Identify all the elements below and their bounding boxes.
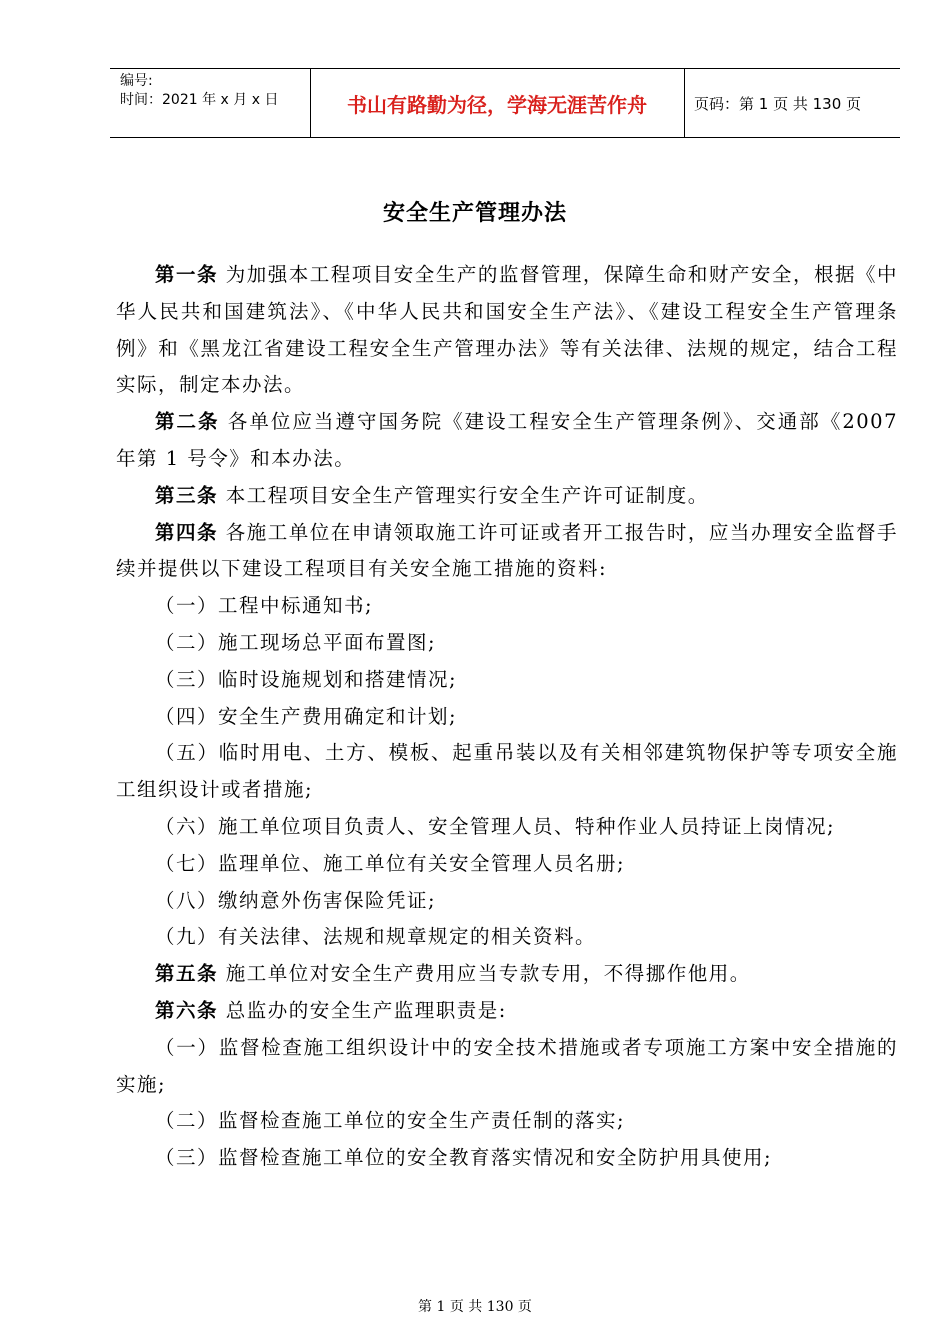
paragraph bbox=[116, 588, 898, 625]
paragraph bbox=[116, 404, 898, 478]
paragraph-text: （三）临时设施规划和搭建情况; bbox=[155, 667, 458, 691]
article-number: 第六条 bbox=[155, 998, 219, 1022]
paragraph bbox=[116, 735, 898, 809]
time-label: 时间：2021 年 x 月 x 日 bbox=[120, 92, 279, 108]
paragraph bbox=[116, 919, 898, 956]
paragraph-text: 为加强本工程项目安全生产的监督管理，保障生命和财产安全，根据《中华人民共和国建筑法》、《中华人民共和国安全生产法》、《建设工程安全生产管理条例》和《黑龙江省建设工程安全生产管理办法》等有关法律、法规的规定，结合工程实际，制定本办法。 bbox=[116, 263, 898, 397]
paragraph bbox=[116, 515, 898, 589]
paragraph-text: （七）监理单位、施工单位有关安全管理人员名册; bbox=[155, 851, 626, 875]
paragraph-text: （九）有关法律、法规和规章规定的相关资料。 bbox=[155, 925, 597, 949]
paragraph bbox=[116, 956, 898, 993]
paragraph bbox=[116, 625, 898, 662]
paragraph-text: （八）缴纳意外伤害保险凭证; bbox=[155, 888, 437, 912]
paragraph-text: （一）工程中标通知书; bbox=[155, 594, 374, 618]
paragraph bbox=[116, 1103, 898, 1140]
paragraph-text: （二）施工现场总平面布置图; bbox=[155, 630, 437, 654]
article-number: 第三条 bbox=[155, 483, 219, 507]
paragraph-text: 施工单位对安全生产费用应当专款专用，不得挪作他用。 bbox=[218, 962, 751, 986]
paragraph bbox=[116, 883, 898, 920]
paragraph bbox=[116, 699, 898, 736]
paragraph-text: 各施工单位在申请领取施工许可证或者开工报告时，应当办理安全监督手续并提供以下建设工程项目有关安全施工措施的资料: bbox=[116, 520, 898, 581]
paragraph bbox=[116, 993, 898, 1030]
header-motto: 书山有路勤为径，学海无涯苦作舟 bbox=[310, 69, 685, 137]
article-number: 第二条 bbox=[155, 410, 220, 434]
paragraph bbox=[116, 662, 898, 699]
paragraph-text: （三）监督检查施工单位的安全教育落实情况和安全防护用具使用; bbox=[155, 1146, 773, 1170]
paragraph bbox=[116, 1140, 898, 1177]
paragraph-text: 本工程项目安全生产管理实行安全生产许可证制度。 bbox=[218, 483, 709, 507]
paragraph bbox=[116, 846, 898, 883]
header-meta bbox=[110, 69, 311, 137]
header-page-info: 页码：第 1 页 共 130 页 bbox=[694, 94, 862, 113]
paragraph-text: （一）监督检查施工组织设计中的安全技术措施或者专项施工方案中安全措施的实施; bbox=[116, 1035, 898, 1096]
document-title: 安全生产管理办法 bbox=[382, 201, 567, 226]
paragraph-text: （二）监督检查施工单位的安全生产责任制的落实; bbox=[155, 1109, 626, 1133]
paragraph bbox=[116, 809, 898, 846]
document-body bbox=[116, 257, 898, 1177]
paragraph bbox=[116, 257, 898, 404]
paragraph bbox=[116, 478, 898, 515]
article-number: 第四条 bbox=[155, 520, 219, 544]
article-number: 第一条 bbox=[155, 263, 219, 286]
paragraph bbox=[116, 1030, 898, 1104]
paragraph-text: 各单位应当遵守国务院《建设工程安全生产管理条例》、交通部《2007 年第 1 号令》和本办法。 bbox=[116, 410, 898, 470]
paragraph-text: （四）安全生产费用确定和计划; bbox=[155, 704, 458, 728]
paragraph-text: （六）施工单位项目负责人、安全管理人员、特种作业人员持证上岗情况; bbox=[155, 814, 836, 838]
paragraph-text: （五）临时用电、土方、模板、起重吊装以及有关相邻建筑物保护等专项安全施工组织设计或者措施; bbox=[116, 741, 898, 802]
article-number: 第五条 bbox=[155, 962, 219, 986]
page-header bbox=[110, 68, 900, 138]
paragraph-text: 总监办的安全生产监理职责是: bbox=[218, 998, 507, 1022]
page-footer: 第 1 页 共 130 页 bbox=[418, 1299, 532, 1315]
number-label: 编号: bbox=[120, 73, 153, 89]
